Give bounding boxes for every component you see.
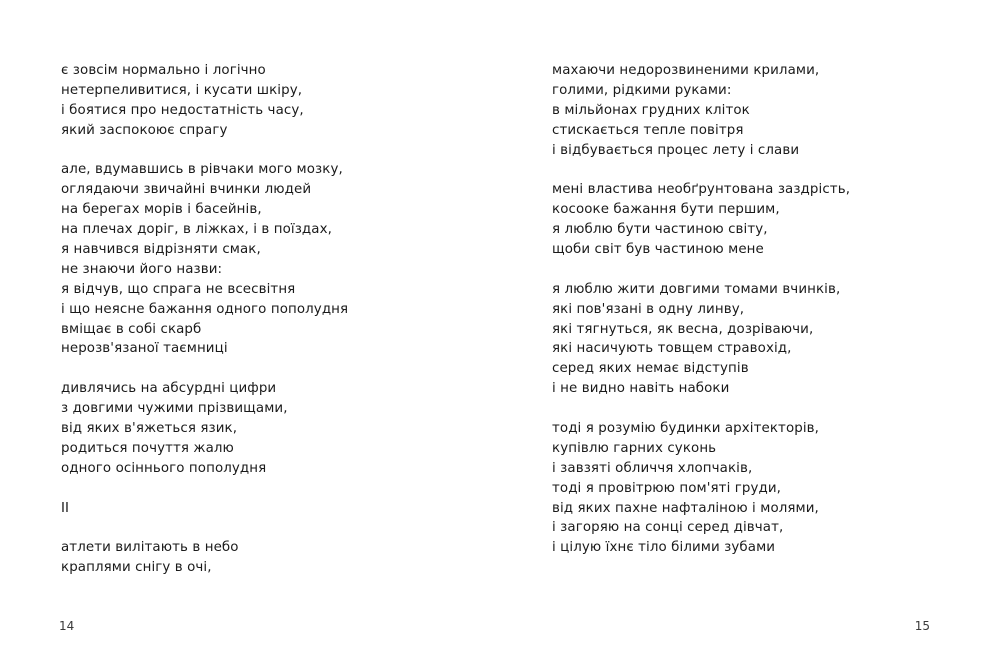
left-stanza-break — [61, 359, 348, 379]
right-poem-text — [552, 61, 850, 558]
right-page-number: 15 — [914, 619, 930, 633]
left-poem-line: і що неясне бажання одного пополудня — [61, 301, 349, 317]
left-poem-line: який заспокоює спрагу — [61, 122, 228, 138]
right-page — [495, 0, 991, 672]
right-poem-line: які насичують товщем стравохід, — [552, 341, 792, 357]
right-poem-line: і цілую їхнє тіло білими зубами — [552, 540, 776, 556]
right-poem-line: голими, рідкими руками: — [552, 82, 732, 98]
left-poem-line: не знаючи його назви: — [61, 261, 223, 277]
left-poem-line: на берегах морів і басейнів, — [61, 202, 262, 218]
left-poem-line: нерозв'язаної таємниці — [61, 341, 228, 357]
right-poem-line: які тягнуться, як весна, дозріваючи, — [552, 321, 814, 337]
left-poem-text — [61, 61, 348, 578]
left-stanza-break — [61, 518, 348, 538]
left-poem-line: але, вдумавшись в рівчаки мого мозку, — [61, 162, 343, 178]
left-poem-line: атлети вилітають в небо — [61, 540, 239, 556]
left-stanza-break — [61, 479, 348, 499]
left-poem-line: і боятися про недостатність часу, — [61, 102, 304, 118]
left-poem-line: з довгими чужими прізвищами, — [61, 401, 288, 417]
right-poem-line: косооке бажання бути першим, — [552, 202, 780, 218]
right-poem-line: від яких пахне нафталіною і молями, — [552, 500, 819, 516]
right-poem-line: я люблю бути частиною світу, — [552, 222, 768, 238]
left-poem-line: вміщає в собі скарб — [61, 321, 202, 337]
right-poem-line: і завзяті обличчя хлопчаків, — [552, 460, 753, 476]
left-poem-line: є зовсім нормально і логічно — [61, 63, 266, 78]
right-poem-line: щоби світ був частиною мене — [552, 242, 764, 258]
left-poem-line: я навчився відрізняти смак, — [61, 242, 261, 258]
left-page-number: 14 — [59, 619, 75, 633]
right-poem-line: і відбувається процес лету і слави — [552, 142, 800, 158]
left-poem-line: я відчув, що спрага не всесвітня — [61, 281, 296, 297]
left-poem-line: дивлячись на абсурдні цифри — [61, 381, 277, 397]
right-poem-line: серед яких немає відступів — [552, 361, 749, 377]
left-poem-line: одного осіннього пополудня — [61, 460, 267, 476]
right-stanza-break — [552, 160, 850, 180]
left-stanza-break — [61, 141, 348, 161]
right-stanza-break — [552, 399, 850, 419]
right-poem-line: махаючи недорозвиненими крилами, — [552, 63, 820, 78]
left-page — [0, 0, 495, 672]
right-stanza-break — [552, 260, 850, 280]
right-poem-line: я люблю жити довгими томами вчинків, — [552, 281, 841, 297]
right-poem-line: тоді я провітрюю пом'яті груди, — [552, 480, 782, 496]
right-poem-line: і загоряю на сонці серед дівчат, — [552, 520, 784, 536]
left-poem-line: на плечах доріг, в ліжках, і в поїздах, — [61, 222, 332, 238]
left-poem-line: нетерпеливитися, і кусати шкіру, — [61, 82, 303, 98]
left-poem-line: родиться почуття жалю — [61, 440, 234, 456]
left-poem-line: краплями снігу в очі, — [61, 560, 212, 576]
right-poem-line: і не видно навіть набоки — [552, 381, 730, 397]
left-poem-line: від яких в'яжеться язик, — [61, 421, 238, 437]
right-poem-line: тоді я розумію будинки архітекторів, — [552, 421, 820, 437]
left-poem-line: оглядаючи звичайні вчинки людей — [61, 182, 312, 198]
right-poem-line: в мільйонах грудних кліток — [552, 102, 750, 118]
right-poem-line: стискається тепле повітря — [552, 122, 744, 138]
right-poem-line: купівлю гарних суконь — [552, 440, 717, 456]
right-poem-line: які пов'язані в одну линву, — [552, 301, 745, 317]
right-poem-line: мені властива необґрунтована заздрість, — [552, 182, 851, 198]
left-poem-line: II — [61, 500, 70, 516]
